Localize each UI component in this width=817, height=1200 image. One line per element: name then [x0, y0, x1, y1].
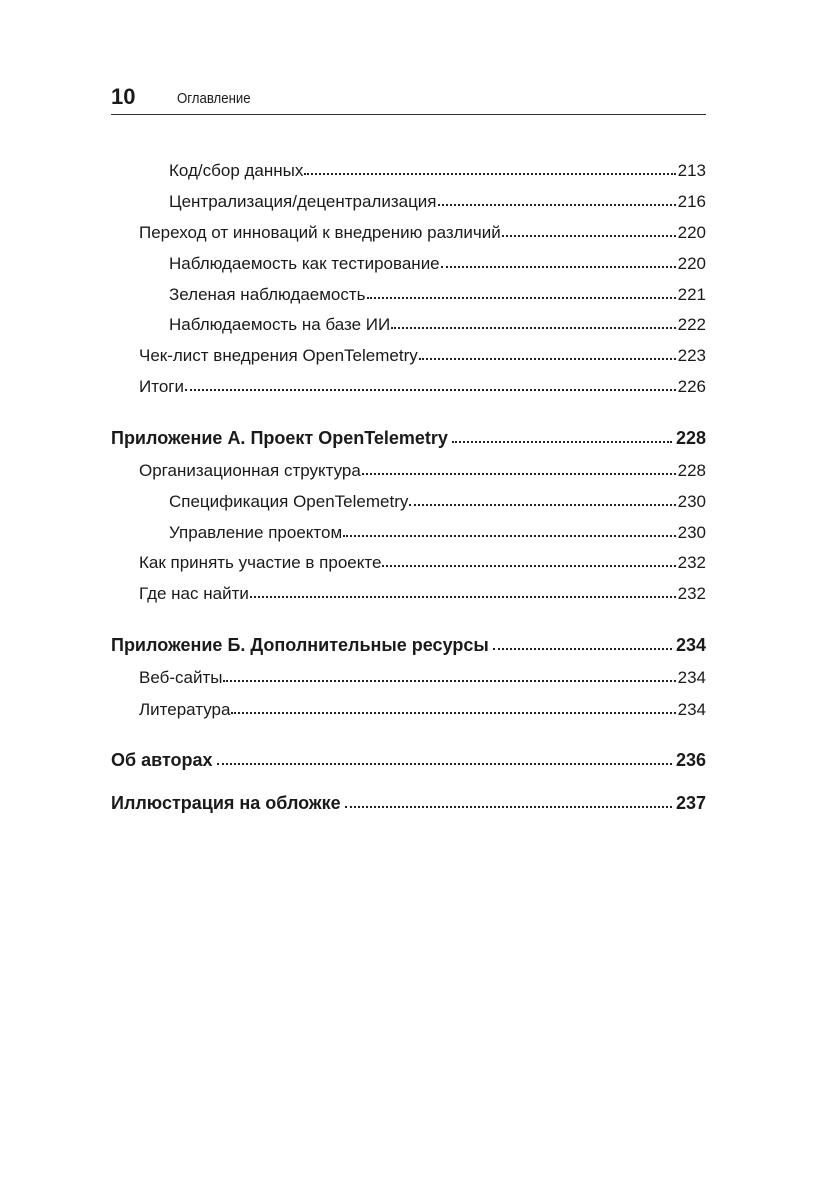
toc-entry-page: 226 [677, 377, 706, 396]
toc-entry-page: 232 [677, 584, 706, 603]
dot-leader [382, 564, 675, 567]
toc-entry-page: 228 [677, 461, 706, 480]
toc-entry[interactable] [139, 699, 706, 721]
toc-chapter[interactable] [111, 427, 706, 449]
toc-entry-page: 228 [675, 428, 706, 448]
toc-entry-title: Зеленая наблюдаемость [169, 285, 366, 304]
toc-entry-title: Организационная структура [139, 461, 361, 480]
toc-entry-title: Литература [139, 700, 231, 719]
toc-entry[interactable] [139, 583, 706, 605]
dot-leader [223, 679, 675, 682]
toc-entry-title: Иллюстрация на обложке [111, 793, 341, 813]
toc-entry[interactable] [169, 253, 706, 275]
running-header [111, 84, 706, 115]
toc-entry-page: 230 [677, 492, 706, 511]
toc-entry[interactable] [139, 345, 706, 367]
toc-entry-page: 237 [675, 793, 706, 813]
toc-entry-page: 213 [677, 161, 706, 180]
toc-entry-page: 230 [677, 523, 706, 542]
toc-entry-page: 216 [677, 192, 706, 211]
dot-leader [304, 172, 675, 175]
toc-entry-title: Спецификация OpenTelemetry [169, 492, 409, 511]
toc-entry[interactable] [139, 222, 706, 244]
toc-entry-page: 220 [677, 223, 706, 242]
toc-entry-page: 234 [675, 635, 706, 655]
dot-leader [409, 503, 675, 506]
dot-leader [502, 234, 676, 237]
toc-entry[interactable] [169, 160, 706, 182]
toc-entry[interactable] [139, 460, 706, 482]
page-number: 10 [111, 84, 136, 109]
dot-leader [231, 711, 675, 714]
dot-leader [391, 326, 675, 329]
toc-entry-page: 234 [677, 668, 706, 687]
toc-entry[interactable] [169, 191, 706, 213]
toc-entry-page: 234 [677, 700, 706, 719]
toc-entry[interactable] [139, 552, 706, 574]
dot-leader [419, 357, 676, 360]
toc-entry-title: Централизация/децентрализация [169, 192, 437, 211]
dot-leader [250, 595, 676, 598]
toc-entry-title: Переход от инноваций к внедрению различий [139, 223, 501, 242]
dot-leader [493, 647, 672, 650]
toc-entry[interactable] [169, 284, 706, 306]
toc-entry-page: 221 [677, 285, 706, 304]
dot-leader [345, 805, 672, 808]
dot-leader [362, 472, 676, 475]
toc-chapter[interactable] [111, 792, 706, 814]
toc-chapter[interactable] [111, 634, 706, 656]
toc-entry[interactable] [139, 667, 706, 689]
toc-entry-title: Управление проектом [169, 523, 343, 542]
toc-entry-page: 222 [677, 315, 706, 334]
toc-entry-title: Приложение Б. Дополнительные ресурсы [111, 635, 489, 655]
dot-leader [217, 762, 672, 765]
toc-entry-title: Веб-сайты [139, 668, 223, 687]
toc-entry-title: Об авторах [111, 750, 213, 770]
toc-entry[interactable] [139, 376, 706, 398]
toc-entry-title: Наблюдаемость как тестирование [169, 254, 440, 273]
toc-entry[interactable] [169, 522, 706, 544]
toc-chapter[interactable] [111, 749, 706, 771]
dot-leader [343, 534, 675, 537]
dot-leader [367, 296, 676, 299]
toc-entry-title: Приложение А. Проект OpenTelemetry [111, 428, 448, 448]
toc-entry-page: 236 [675, 750, 706, 770]
toc-entry[interactable] [169, 314, 706, 336]
dot-leader [185, 388, 676, 391]
running-title: Оглавление [177, 90, 251, 107]
dot-leader [438, 203, 676, 206]
toc-entry-page: 220 [677, 254, 706, 273]
dot-leader [452, 440, 672, 443]
dot-leader [441, 265, 676, 268]
toc-entry-title: Наблюдаемость на базе ИИ [169, 315, 391, 334]
toc-entry-page: 223 [677, 346, 706, 365]
toc-entry-title: Как принять участие в проекте [139, 553, 382, 572]
toc-entry-page: 232 [677, 553, 706, 572]
toc-entry[interactable] [169, 491, 706, 513]
toc-entry-title: Итоги [139, 377, 184, 396]
toc-entry-title: Где нас найти [139, 584, 249, 603]
toc-entry-title: Чек-лист внедрения OpenTelemetry [139, 346, 418, 365]
toc-entry-title: Код/сбор данных [169, 161, 304, 180]
